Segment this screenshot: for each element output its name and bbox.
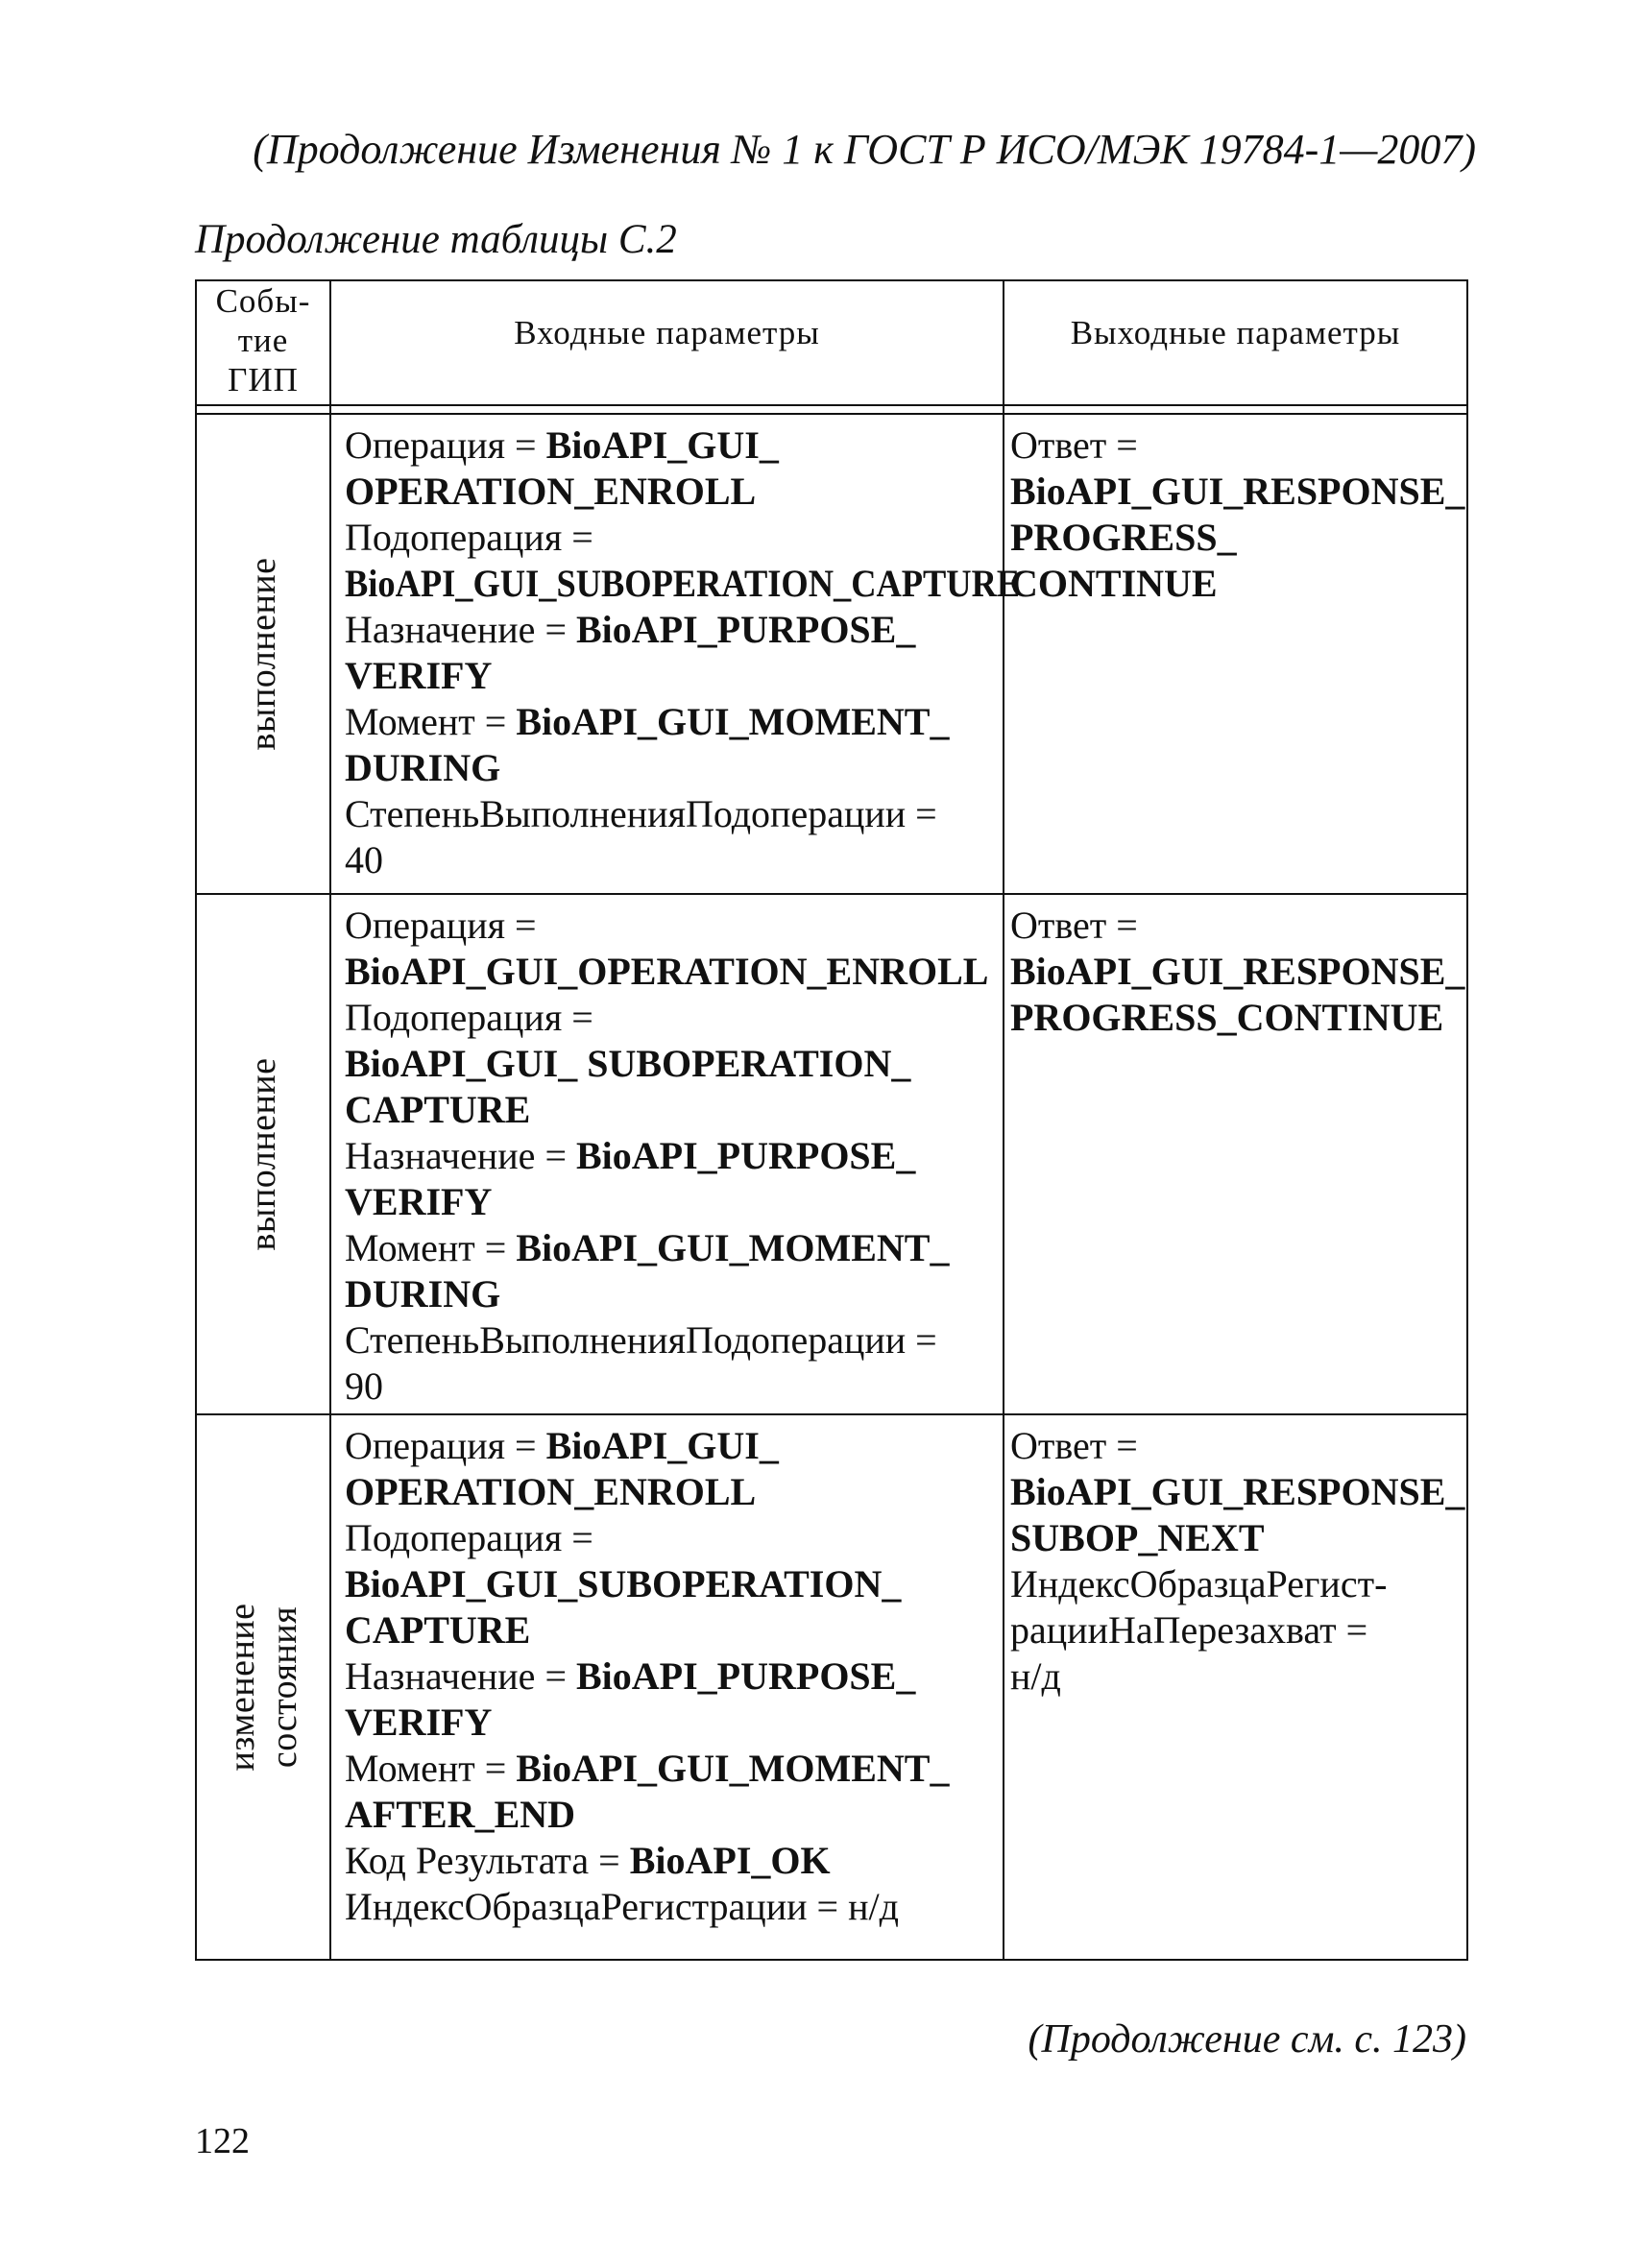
param-value: BioAPI_GUI_ — [545, 1424, 779, 1467]
param-line — [345, 561, 1021, 607]
header-event — [196, 280, 330, 405]
param-label: Подоперация = — [345, 516, 593, 559]
param-line — [345, 1792, 999, 1838]
param-value: BioAPI_GUI_SUBOPERATION_ — [345, 1562, 902, 1605]
separator-cell — [1004, 405, 1467, 414]
param-value: BioAPI_GUI_OPERATION_ENROLL — [345, 950, 989, 993]
input-params-cell — [330, 894, 1004, 1414]
param-value: BioAPI_PURPOSE_ — [576, 608, 916, 651]
event-label — [242, 1057, 284, 1250]
param-line — [345, 1607, 999, 1653]
param-value: BioAPI_GUI_MOMENT_ — [516, 1226, 950, 1269]
param-value: BioAPI_GUI_RESPONSE_ — [1010, 470, 1465, 513]
param-line — [1010, 1423, 1463, 1469]
table-row — [196, 894, 1467, 1414]
event-cell — [196, 1414, 330, 1960]
input-params-cell — [330, 414, 1021, 894]
param-label: Операция = — [345, 904, 537, 947]
param-line — [345, 1133, 999, 1179]
param-line — [1010, 422, 1463, 469]
param-line — [1010, 469, 1463, 515]
param-value: BioAPI_GUI_ SUBOPERATION_ — [345, 1042, 911, 1085]
param-value: CAPTURE — [345, 1088, 531, 1131]
param-label: Назначение = — [345, 1654, 576, 1698]
param-line — [345, 1087, 999, 1133]
param-line — [345, 1653, 999, 1700]
param-line — [1010, 515, 1463, 561]
event-label-line: выполнение — [243, 1057, 283, 1251]
event-label — [221, 1604, 305, 1772]
param-value: BioAPI_GUI_MOMENT_ — [516, 1747, 950, 1790]
param-label: СтепеньВыполненияПодоперации = — [345, 792, 937, 835]
param-line — [345, 1363, 999, 1410]
param-line — [345, 1515, 999, 1561]
param-label: 40 — [345, 838, 383, 881]
parameters-table — [195, 279, 1468, 1961]
param-line — [1010, 561, 1463, 607]
param-line — [1010, 949, 1463, 995]
event-label-line: изменение — [222, 1603, 262, 1772]
param-value: PROGRESS_ — [1010, 516, 1237, 559]
param-line — [345, 1225, 999, 1271]
header-event-line: тие — [237, 322, 289, 359]
event-label — [242, 557, 284, 750]
param-value: BioAPI_PURPOSE_ — [576, 1654, 916, 1698]
param-label: Код Результата = — [345, 1839, 630, 1882]
param-line — [345, 1561, 999, 1607]
param-line — [345, 791, 999, 837]
param-value: BioAPI_PURPOSE_ — [576, 1134, 916, 1177]
param-line — [345, 745, 999, 791]
event-cell — [196, 414, 330, 894]
header-input: Входные параметры — [330, 280, 1004, 405]
param-label: н/д — [1010, 1654, 1061, 1698]
param-label: Назначение = — [345, 1134, 576, 1177]
event-label-line: выполнение — [243, 557, 283, 751]
param-label: Назначение = — [345, 608, 576, 651]
param-value: AFTER_END — [345, 1793, 576, 1836]
param-line — [345, 699, 999, 745]
param-value: BioAPI_GUI_SUBOPERATION_CAPTURE — [345, 562, 1021, 605]
param-label: Операция = — [345, 1424, 546, 1467]
param-value: BioAPI_GUI_RESPONSE_ — [1010, 950, 1465, 993]
param-line — [345, 653, 999, 699]
param-label: рацииНаПерезахват = — [1010, 1608, 1368, 1652]
param-label: ИндексОбразцаРегистрации = н/д — [345, 1885, 899, 1928]
param-label: Момент = — [345, 1226, 517, 1269]
input-params-cell — [330, 1414, 1004, 1960]
header-note: (Продолжение Изменения № 1 к ГОСТ Р ИСО/МЭК 19784-1—2007) — [253, 126, 1476, 173]
param-label: Ответ = — [1010, 1424, 1138, 1467]
param-value: VERIFY — [345, 1701, 493, 1744]
param-line — [345, 837, 999, 883]
param-line — [345, 1469, 999, 1515]
output-params-cell — [1004, 1414, 1467, 1960]
param-line — [1010, 1607, 1463, 1653]
param-line — [1010, 1653, 1463, 1700]
param-label: 90 — [345, 1364, 383, 1408]
param-value: BioAPI_GUI_MOMENT_ — [516, 700, 950, 743]
param-value: CONTINUE — [1010, 562, 1218, 605]
param-label: Момент = — [345, 1747, 517, 1790]
separator-cell — [196, 405, 330, 414]
param-line — [345, 515, 999, 561]
header-event-line: Собы- — [215, 282, 311, 320]
header-output: Выходные параметры — [1004, 280, 1467, 405]
param-line — [345, 903, 999, 949]
param-value: VERIFY — [345, 654, 493, 697]
header-separator-row — [196, 405, 1467, 414]
param-line — [345, 1700, 999, 1746]
param-value: BioAPI_GUI_RESPONSE_ — [1010, 1470, 1465, 1513]
param-line — [345, 1179, 999, 1225]
param-label: Момент = — [345, 700, 517, 743]
header-event-line: ГИП — [228, 361, 299, 398]
table-row — [196, 414, 1467, 894]
param-line — [345, 1317, 999, 1363]
param-line — [345, 949, 999, 995]
param-label: Ответ = — [1010, 423, 1138, 467]
page-number: 122 — [195, 2121, 250, 2161]
param-line — [345, 1838, 999, 1884]
param-value: OPERATION_ENROLL — [345, 470, 757, 513]
output-params-cell — [1004, 894, 1467, 1414]
param-label: Ответ = — [1010, 904, 1138, 947]
param-value: BioAPI_GUI_ — [545, 423, 779, 467]
param-label: Подоперация = — [345, 1516, 593, 1559]
param-value: CAPTURE — [345, 1608, 531, 1652]
param-line — [345, 469, 999, 515]
param-line — [1010, 1515, 1463, 1561]
param-line — [1010, 903, 1463, 949]
param-value: SUBOP_NEXT — [1010, 1516, 1265, 1559]
param-line — [345, 1041, 999, 1087]
param-line — [345, 607, 999, 653]
param-line — [345, 1271, 999, 1317]
param-line — [345, 1423, 999, 1469]
param-line — [345, 995, 999, 1041]
event-label-line: состояния — [264, 1605, 304, 1769]
param-label: Операция = — [345, 423, 546, 467]
param-value: PROGRESS_CONTINUE — [1010, 996, 1444, 1039]
param-line — [345, 422, 999, 469]
table-caption: Продолжение таблицы С.2 — [195, 217, 677, 262]
param-line — [345, 1746, 999, 1792]
event-cell — [196, 894, 330, 1414]
param-line — [1010, 995, 1463, 1041]
param-label: СтепеньВыполненияПодоперации = — [345, 1318, 937, 1362]
table-header-row — [196, 280, 1467, 405]
param-value: DURING — [345, 1272, 501, 1315]
param-label: ИндексОбразцаРегист- — [1010, 1562, 1388, 1605]
param-line — [345, 1884, 999, 1930]
table-row — [196, 1414, 1467, 1960]
param-value: OPERATION_ENROLL — [345, 1470, 757, 1513]
separator-cell — [330, 405, 1004, 414]
footer-note: (Продолжение см. с. 123) — [1028, 2017, 1466, 2062]
output-params-cell — [1004, 414, 1467, 894]
param-value: VERIFY — [345, 1180, 493, 1223]
param-label: Подоперация = — [345, 996, 593, 1039]
param-value: BioAPI_OK — [629, 1839, 831, 1882]
param-line — [1010, 1469, 1463, 1515]
param-value: DURING — [345, 746, 501, 789]
param-line — [1010, 1561, 1463, 1607]
